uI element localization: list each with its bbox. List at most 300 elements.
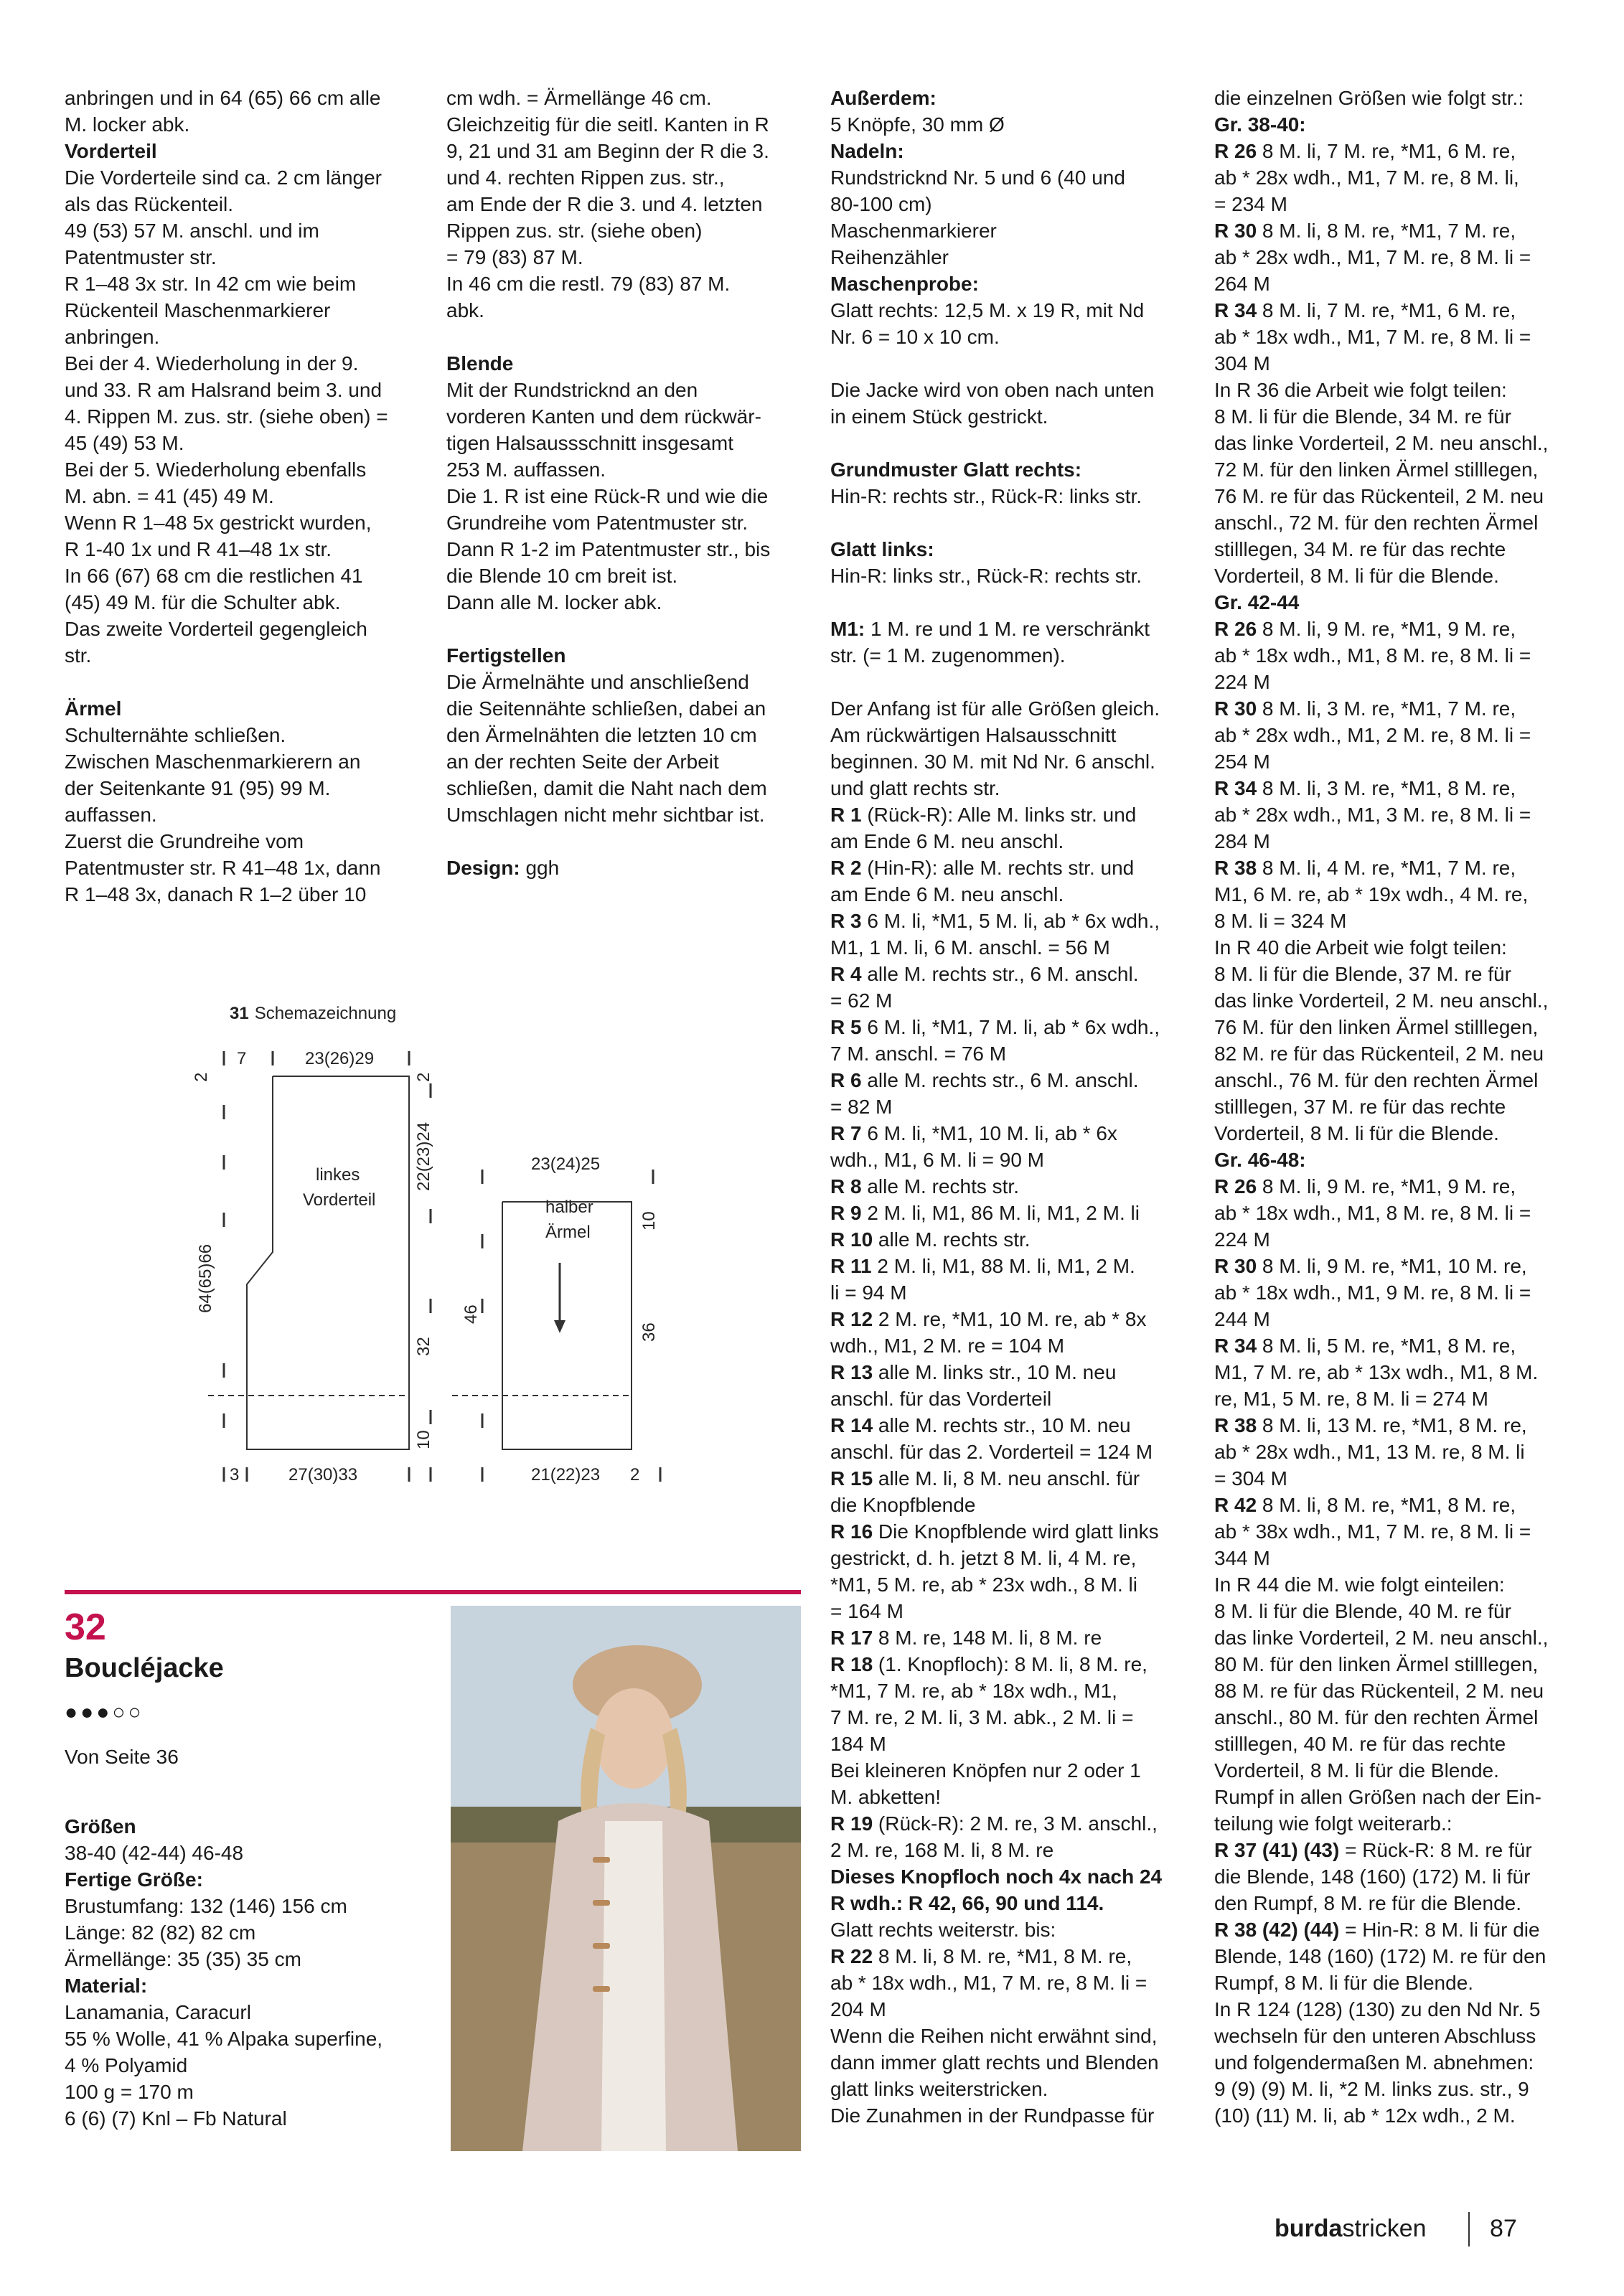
text-line: beginnen. 30 M. mit Nd Nr. 6 anschl. (830, 751, 1155, 773)
line-rest: 8 M. li, 7 M. re, *M1, 6 M. re, (1257, 299, 1516, 321)
line-rest: (Rück-R): Alle M. links str. und (861, 804, 1137, 826)
text-line (830, 1226, 1189, 1253)
text-line: als das Rückenteil. (65, 193, 234, 215)
bold-lead: R 12 (830, 1308, 873, 1330)
text-line (1214, 1412, 1573, 1439)
line-rest: 8 M. li, 5 M. re, *M1, 8 M. re, (1257, 1335, 1516, 1357)
text-line: anbringen und in 64 (65) 66 cm alle (65, 87, 381, 109)
text-line (830, 589, 1189, 616)
dim-sleeve-36: 36 (639, 1322, 659, 1342)
text-line: Maschenmarkierer (830, 220, 997, 242)
text-line: Bei der 5. Wiederholung ebenfalls (65, 458, 367, 481)
text-line: stilllegen, 37 M. re für das rechte (1214, 1096, 1506, 1118)
text-line: Die Ärmelnähte und anschließend (446, 671, 749, 693)
text-line: die Blende, 148 (160) (172) M. li für (1214, 1866, 1531, 1888)
text-line: Am rückwärtigen Halsausschnitt (830, 724, 1117, 746)
text-column-3 (830, 85, 1189, 2129)
bold-lead: R 7 (830, 1122, 862, 1144)
text-line: Glatt links: (830, 538, 934, 560)
text-line: M. abn. = 41 (45) 49 M. (65, 485, 274, 507)
text-line: 9 (9) (9) M. li, *2 M. links zus. str., 9 (1214, 2078, 1529, 2100)
text-line: an der rechten Seite der Arbeit (446, 751, 719, 773)
bold-lead: R 3 (830, 910, 862, 932)
text-line: Länge: 82 (82) 82 cm (65, 1921, 256, 1944)
text-line: 55 % Wolle, 41 % Alpaka superfine, (65, 2028, 383, 2050)
line-rest: 8 M. li, 7 M. re, *M1, 6 M. re, (1257, 140, 1516, 162)
line-rest: (Hin-R): alle M. rechts str. und (861, 857, 1135, 879)
text-line: ab * 28x wdh., M1, 3 M. re, 8 M. li = (1214, 804, 1531, 826)
text-line (830, 855, 1189, 881)
text-line: Fertigstellen (446, 644, 566, 667)
text-line: 284 M (1214, 830, 1270, 852)
line-rest: alle M. rechts str. (861, 1175, 1019, 1198)
text-line: Gr. 46-48: (1214, 1149, 1306, 1171)
bold-lead: R 26 (1214, 618, 1257, 640)
line-rest: (Rück-R): 2 M. re, 3 M. anschl., (873, 1812, 1158, 1835)
text-line: Rumpf, 8 M. li für die Blende. (1214, 1972, 1474, 1994)
text-line: die Blende 10 cm breit ist. (446, 565, 678, 587)
text-line: M. locker abk. (65, 113, 190, 136)
line-rest: Die Knopfblende wird glatt links (873, 1520, 1159, 1543)
bold-lead: R 38 (1214, 1414, 1257, 1436)
text-line: Material: (65, 1975, 148, 1997)
sleeve-label-2: Ärmel (545, 1223, 591, 1242)
text-line: 38-40 (42-44) 46-48 (65, 1842, 244, 1864)
text-line: Vorderteil, 8 M. li für die Blende. (1214, 1759, 1499, 1782)
text-line (65, 1787, 423, 1813)
bold-lead: R 15 (830, 1467, 873, 1490)
front-label-2: Vorderteil (303, 1190, 376, 1210)
dim-22: 22(23)24 (414, 1121, 433, 1191)
text-line: 5 Knöpfe, 30 mm Ø (830, 113, 1005, 136)
text-line: 253 M. auffassen. (446, 458, 606, 481)
text-line: und folgendermaßen M. abnehmen: (1214, 2051, 1534, 2074)
bold-lead: M1: (830, 618, 865, 640)
text-line: wdh., M1, 2 M. re = 104 M (830, 1335, 1065, 1357)
line-rest: alle M. li, 8 M. neu anschl. für (873, 1467, 1140, 1490)
dim-2-right: 2 (414, 1072, 433, 1082)
text-line (1214, 616, 1573, 642)
text-line: Die Jacke wird von oben nach unten (830, 379, 1155, 401)
bold-lead: R 38 (42) (44) (1214, 1919, 1340, 1941)
text-line (830, 1200, 1189, 1226)
text-line (830, 509, 1189, 536)
text-line: R 1-40 1x und R 41–48 1x str. (65, 538, 332, 560)
text-line (830, 1359, 1189, 1385)
bold-lead: R 5 (830, 1016, 862, 1038)
footer-separator (1468, 2212, 1470, 2246)
dim-sleeve-10: 10 (639, 1211, 659, 1231)
text-line (1214, 1173, 1573, 1200)
text-line: vorderen Kanten und dem rückwär- (446, 405, 761, 428)
text-line: 80 M. für den linken Ärmel stilllegen, (1214, 1653, 1539, 1675)
dim-10-front: 10 (414, 1430, 433, 1449)
text-line: M1, 6 M. re, ab * 19x wdh., 4 M. re, (1214, 883, 1529, 905)
dim-sleeve-46: 46 (461, 1304, 481, 1324)
line-rest: 2 M. re, *M1, 10 M. re, ab * 8x (873, 1308, 1147, 1330)
text-line (830, 1465, 1189, 1492)
front-dimension-ticks (224, 1051, 431, 1482)
text-line: In R 124 (128) (130) zu den Nd Nr. 5 (1214, 1998, 1541, 2020)
dim-32: 32 (414, 1337, 433, 1356)
text-line: Nadeln: (830, 140, 904, 162)
text-line: anbringen. (65, 326, 160, 348)
text-line: Nr. 6 = 10 x 10 cm. (830, 326, 1000, 348)
text-line: 76 M. re für das Rückenteil, 2 M. neu (1214, 485, 1544, 507)
bold-lead: R 34 (1214, 777, 1257, 799)
text-line: Das zweite Vorderteil gegengleich (65, 618, 367, 640)
bold-lead: R 8 (830, 1175, 862, 1198)
text-line: anschl., 80 M. für den rechten Ärmel (1214, 1706, 1539, 1728)
difficulty-rating: ●●●○○ (65, 1700, 144, 1724)
text-line: str. (= 1 M. zugenommen). (830, 644, 1066, 667)
dim-3: 3 (230, 1465, 240, 1485)
text-line: In R 36 die Arbeit wie folgt teilen: (1214, 379, 1507, 401)
text-line: 82 M. re für das Rückenteil, 2 M. neu (1214, 1043, 1544, 1065)
page-number: 87 (1490, 2215, 1517, 2242)
bold-lead: R 38 (1214, 857, 1257, 879)
text-line: ab * 28x wdh., M1, 7 M. re, 8 M. li, (1214, 166, 1519, 189)
text-line: Fertige Größe: (65, 1868, 203, 1891)
text-line: 76 M. für den linken Ärmel stilllegen, (1214, 1016, 1539, 1038)
text-column-4 (1214, 85, 1573, 2129)
line-rest: 8 M. li, 8 M. re, *M1, 8 M. re, (873, 1945, 1132, 1967)
bold-lead: R 9 (830, 1202, 862, 1224)
line-rest: 6 M. li, *M1, 10 M. li, ab * 6x (861, 1122, 1117, 1144)
text-line: R 1–48 3x str. In 42 cm wie beim (65, 273, 357, 295)
text-line: Gr. 38-40: (1214, 113, 1306, 136)
text-line: 8 M. li = 324 M (1214, 910, 1347, 932)
text-line: Grundreihe vom Patentmuster str. (446, 512, 748, 534)
text-line: 8 M. li für die Blende, 37 M. re für (1214, 963, 1511, 985)
text-line: Rückenteil Maschenmarkierer (65, 299, 331, 321)
text-line: 88 M. re für das Rückenteil, 2 M. neu (1214, 1680, 1544, 1702)
dim-sleeve-2: 2 (630, 1465, 640, 1485)
bold-lead: R 13 (830, 1361, 873, 1383)
text-line: Schulternähte schließen. (65, 724, 286, 746)
text-line: Ärmellänge: 35 (35) 35 cm (65, 1948, 301, 1970)
text-line: Patentmuster str. (65, 246, 217, 268)
text-line: Bei der 4. Wiederholung in der 9. (65, 352, 359, 375)
text-line: ab * 18x wdh., M1, 7 M. re, 8 M. li = (1214, 326, 1531, 348)
pattern-title: Boucléjacke (65, 1653, 224, 1683)
bold-lead: R 42 (1214, 1494, 1257, 1516)
text-line: am Ende 6 M. neu anschl. (830, 830, 1064, 852)
line-rest: alle M. links str., 10 M. neu (873, 1361, 1117, 1383)
text-line: 304 M (1214, 352, 1270, 375)
text-line: in einem Stück gestrickt. (830, 405, 1048, 428)
text-line: 264 M (1214, 273, 1270, 295)
text-line (830, 1014, 1189, 1040)
text-line (830, 669, 1189, 695)
text-line: 344 M (1214, 1547, 1270, 1569)
line-rest: 8 M. li, 3 M. re, *M1, 8 M. re, (1257, 777, 1516, 799)
text-column-1 (65, 85, 423, 908)
text-line: = 82 M (830, 1096, 893, 1118)
line-rest: 6 M. li, *M1, 5 M. li, ab * 6x wdh., (861, 910, 1160, 932)
text-line: (10) (11) M. li, ab * 12x wdh., 2 M. (1214, 2104, 1516, 2127)
bold-lead: R 19 (830, 1812, 873, 1835)
bold-lead: R 14 (830, 1414, 873, 1436)
text-line: Der Anfang ist für alle Größen gleich. (830, 697, 1160, 720)
text-line: 72 M. für den linken Ärmel stilllegen, (1214, 458, 1539, 481)
text-line: stilllegen, 34 M. re für das rechte (1214, 538, 1506, 560)
dim-7: 7 (237, 1049, 247, 1068)
line-rest: = Rück-R: 8 M. re für (1339, 1839, 1532, 1861)
text-line: anschl., 72 M. für den rechten Ärmel (1214, 512, 1539, 534)
line-rest: 8 M. li, 3 M. re, *M1, 7 M. re, (1257, 697, 1516, 720)
dim-2-left: 2 (192, 1072, 211, 1082)
text-line (1214, 1253, 1573, 1279)
text-line: der Seitenkante 91 (95) 99 M. (65, 777, 331, 799)
text-line: ab * 18x wdh., M1, 8 M. re, 8 M. li = (1214, 644, 1531, 667)
text-line: schließen, damit die Naht nach dem (446, 777, 767, 799)
text-line (1214, 217, 1573, 244)
diagram-caption: 31 Schemazeichnung (230, 1004, 397, 1023)
text-line: li = 94 M (830, 1281, 907, 1304)
text-line: Lanamania, Caracurl (65, 2001, 251, 2023)
bold-lead: R 30 (1214, 1255, 1257, 1277)
text-line: 8 M. li für die Blende, 34 M. re für (1214, 405, 1511, 428)
text-line: 4 % Polyamid (65, 2054, 188, 2076)
text-line: R wdh.: R 42, 66, 90 und 114. (830, 1892, 1104, 1914)
text-line: und 4. rechten Rippen zus. str., (446, 166, 725, 189)
text-line: Die 1. R ist eine Rück-R und wie die (446, 485, 769, 507)
dim-front-bottom: 27(30)33 (288, 1465, 358, 1485)
text-line: 8 M. li für die Blende, 40 M. re für (1214, 1600, 1511, 1622)
bold-lead: R 10 (830, 1228, 873, 1251)
text-line (1214, 855, 1573, 881)
text-line: und 33. R am Halsrand beim 3. und (65, 379, 382, 401)
text-line: 49 (53) 57 M. anschl. und im (65, 220, 319, 242)
text-line: Patentmuster str. R 41–48 1x, dann (65, 857, 381, 879)
text-line: tigen Halsaussschnitt insgesamt (446, 432, 733, 454)
text-line (1214, 297, 1573, 324)
text-line: = 62 M (830, 989, 893, 1012)
dim-sleeve-bottom: 21(22)23 (531, 1465, 601, 1485)
text-line (1214, 138, 1573, 164)
line-rest: 6 M. li, *M1, 7 M. li, ab * 6x wdh., (861, 1016, 1160, 1038)
text-line: ab * 18x wdh., M1, 7 M. re, 8 M. li = (830, 1972, 1147, 1994)
text-line: Glatt rechts: 12,5 M. x 19 R, mit Nd (830, 299, 1145, 321)
text-line: am Ende der R die 3. und 4. letzten (446, 193, 763, 215)
text-line: 9, 21 und 31 am Beginn der R die 3. (446, 140, 769, 162)
text-line: = 304 M (1214, 1467, 1287, 1490)
bold-lead: R 2 (830, 857, 862, 879)
line-rest: 8 M. li, 8 M. re, *M1, 8 M. re, (1257, 1494, 1516, 1516)
line-rest: ggh (520, 857, 560, 879)
text-line (1214, 1332, 1573, 1359)
text-line: wdh., M1, 6 M. li = 90 M (830, 1149, 1044, 1171)
photo-illustration (451, 1606, 801, 2151)
text-line: Mit der Rundstricknd an den (446, 379, 698, 401)
text-line: M1, 7 M. re, ab * 13x wdh., M1, 8 M. (1214, 1361, 1539, 1383)
text-line: Zwischen Maschenmarkierern an (65, 751, 361, 773)
text-line: 2 M. re, 168 M. li, 8 M. re (830, 1839, 1054, 1861)
line-rest: 2 M. li, M1, 88 M. li, M1, 2 M. (871, 1255, 1135, 1277)
text-line: 184 M (830, 1733, 886, 1755)
text-line: Bei kleineren Knöpfen nur 2 oder 1 (830, 1759, 1141, 1782)
text-line: die Seitennähte schließen, dabei an (446, 697, 766, 720)
text-line: 7 M. anschl. = 76 M (830, 1043, 1007, 1065)
text-line (1214, 1837, 1573, 1863)
text-line: = 164 M (830, 1600, 903, 1622)
text-line: ab * 28x wdh., M1, 13 M. re, 8 M. li (1214, 1441, 1525, 1463)
text-line: Dann alle M. locker abk. (446, 591, 662, 613)
text-line (830, 961, 1189, 987)
text-line: ab * 38x wdh., M1, 7 M. re, 8 M. li = (1214, 1520, 1531, 1543)
text-line: ab * 18x wdh., M1, 8 M. re, 8 M. li = (1214, 1202, 1531, 1224)
text-line: = 79 (83) 87 M. (446, 246, 583, 268)
text-line: 7 M. re, 2 M. li, 3 M. abk., 2 M. li = (830, 1706, 1134, 1728)
text-line: = 234 M (1214, 193, 1287, 215)
text-line: 204 M (830, 1998, 886, 2020)
bold-lead: R 18 (830, 1653, 873, 1675)
text-line: M1, 1 M. li, 6 M. anschl. = 56 M (830, 936, 1110, 959)
bold-lead: R 22 (830, 1945, 873, 1967)
text-column-2 (446, 85, 805, 881)
dim-64: 64(65)66 (196, 1243, 215, 1313)
bold-lead: R 26 (1214, 1175, 1257, 1198)
text-line: die einzelnen Größen wie folgt str.: (1214, 87, 1524, 109)
arrow-head-icon (554, 1320, 565, 1333)
text-line (830, 1253, 1189, 1279)
bold-lead: R 26 (1214, 140, 1257, 162)
text-line (1214, 695, 1573, 722)
text-line (830, 801, 1189, 828)
sleeve-label-1: halber (545, 1198, 593, 1217)
text-line: das linke Vorderteil, 2 M. neu anschl., (1214, 989, 1549, 1012)
text-line: Blende (446, 352, 514, 375)
text-line: Gleichzeitig für die seitl. Kanten in R (446, 113, 769, 136)
text-line: *M1, 7 M. re, ab * 18x wdh., M1, (830, 1680, 1117, 1702)
text-line: Rundstricknd Nr. 5 und 6 (40 und (830, 166, 1125, 189)
text-line: Glatt rechts weiterstr. bis: (830, 1919, 1056, 1941)
front-panel-outline (247, 1076, 409, 1449)
text-line (1214, 775, 1573, 801)
text-line (830, 1120, 1189, 1147)
text-line: M. abketten! (830, 1786, 942, 1808)
text-line: 224 M (1214, 671, 1270, 693)
line-rest: = Hin-R: 8 M. li für die (1339, 1919, 1540, 1941)
text-line (1214, 1916, 1573, 1943)
dim-sleeve-top: 23(24)25 (531, 1154, 601, 1174)
text-line (446, 324, 805, 350)
text-line: 80-100 cm) (830, 193, 932, 215)
bold-lead: R 30 (1214, 220, 1257, 242)
text-line (446, 855, 805, 881)
text-line (830, 1624, 1189, 1651)
text-line: Dann R 1-2 im Patentmuster str., bis (446, 538, 771, 560)
text-line (446, 828, 805, 855)
text-line: auffassen. (65, 804, 157, 826)
text-line: das linke Vorderteil, 2 M. neu anschl., (1214, 432, 1549, 454)
text-line (830, 908, 1189, 934)
text-line: gestrickt, d. h. jetzt 8 M. li, 4 M. re, (830, 1547, 1137, 1569)
text-line: Vorderteil (65, 140, 157, 162)
bold-lead: R 30 (1214, 697, 1257, 720)
text-line: den Ärmelnähten die letzten 10 cm (446, 724, 757, 746)
text-line (830, 430, 1189, 456)
text-line (830, 616, 1189, 642)
text-line: stilllegen, 40 M. re für das rechte (1214, 1733, 1506, 1755)
bold-lead: R 37 (41) (43) (1214, 1839, 1340, 1861)
text-line: das linke Vorderteil, 2 M. neu anschl., (1214, 1627, 1549, 1649)
section-divider (65, 1590, 801, 1594)
line-rest: 8 M. li, 13 M. re, *M1, 8 M. re, (1257, 1414, 1527, 1436)
text-line: Wenn R 1–48 5x gestrickt wurden, (65, 512, 372, 534)
bold-lead: R 1 (830, 804, 862, 826)
text-line: Hin-R: rechts str., Rück-R: links str. (830, 485, 1142, 507)
text-line: ab * 28x wdh., M1, 2 M. re, 8 M. li = (1214, 724, 1531, 746)
line-rest: alle M. rechts str., 6 M. anschl. (861, 963, 1139, 985)
text-line: 244 M (1214, 1308, 1270, 1330)
text-line: In 46 cm die restl. 79 (83) 87 M. (446, 273, 731, 295)
bold-lead: R 16 (830, 1520, 873, 1543)
text-line: Außerdem: (830, 87, 937, 109)
text-line: anschl., 76 M. für den rechten Ärmel (1214, 1069, 1539, 1091)
text-line: anschl. für das Vorderteil (830, 1388, 1052, 1410)
bold-lead: R 11 (830, 1255, 872, 1277)
text-line (65, 669, 423, 695)
text-line: wechseln für den unteren Abschluss (1214, 2025, 1536, 2047)
text-line: Umschlagen nicht mehr sichtbar ist. (446, 804, 765, 826)
text-line: dann immer glatt rechts und Blenden (830, 2051, 1159, 2074)
text-line: Grundmuster Glatt rechts: (830, 458, 1082, 481)
text-line (830, 1810, 1189, 1837)
line-rest: alle M. rechts str. (873, 1228, 1031, 1251)
text-line (830, 1306, 1189, 1332)
model-photo (451, 1606, 801, 2151)
text-line: abk. (446, 299, 484, 321)
text-line: 6 (6) (7) Knl – Fb Natural (65, 2107, 287, 2130)
text-line: Wenn die Reihen nicht erwähnt sind, (830, 2025, 1158, 2047)
text-line (1214, 1492, 1573, 1518)
text-line: Reihenzähler (830, 246, 949, 268)
bold-lead: Design: (446, 857, 520, 879)
text-line: Vorderteil, 8 M. li für die Blende. (1214, 565, 1499, 587)
text-line (830, 350, 1189, 377)
line-rest: 8 M. li, 9 M. re, *M1, 9 M. re, (1257, 1175, 1516, 1198)
text-line: Brustumfang: 132 (146) 156 cm (65, 1895, 347, 1917)
line-rest: 8 M. li, 8 M. re, *M1, 7 M. re, (1257, 220, 1516, 242)
line-rest: alle M. rechts str., 6 M. anschl. (861, 1069, 1139, 1091)
text-line: anschl. für das 2. Vorderteil = 124 M (830, 1441, 1153, 1463)
line-rest: 8 M. li, 9 M. re, *M1, 10 M. re, (1257, 1255, 1527, 1277)
text-line (830, 1518, 1189, 1545)
text-line: (45) 49 M. für die Schulter abk. (65, 591, 341, 613)
text-line (830, 1067, 1189, 1093)
text-line: str. (65, 644, 92, 667)
text-line: die Knopfblende (830, 1494, 976, 1516)
text-line: 224 M (1214, 1228, 1270, 1251)
text-line: 100 g = 170 m (65, 2081, 194, 2103)
text-line: Blende, 148 (160) (172) M. re für den (1214, 1945, 1546, 1967)
text-line: ab * 28x wdh., M1, 7 M. re, 8 M. li = (1214, 246, 1531, 268)
page-footer (1275, 2215, 1517, 2243)
text-line: Größen (65, 1815, 136, 1838)
text-line: teilung wie folgt weiterarb.: (1214, 1812, 1452, 1835)
bold-lead: R 34 (1214, 299, 1257, 321)
line-rest: alle M. rechts str., 10 M. neu (873, 1414, 1131, 1436)
text-line: 45 (49) 53 M. (65, 432, 184, 454)
schematic-drawing (194, 997, 682, 1528)
bold-lead: R 4 (830, 963, 862, 985)
text-column-sizes (65, 1787, 423, 2132)
text-line: Die Zunahmen in der Rundpasse für (830, 2104, 1155, 2127)
text-line: den Rumpf, 8 M. re für die Blende. (1214, 1892, 1521, 1914)
text-line: Gr. 42-44 (1214, 591, 1300, 613)
